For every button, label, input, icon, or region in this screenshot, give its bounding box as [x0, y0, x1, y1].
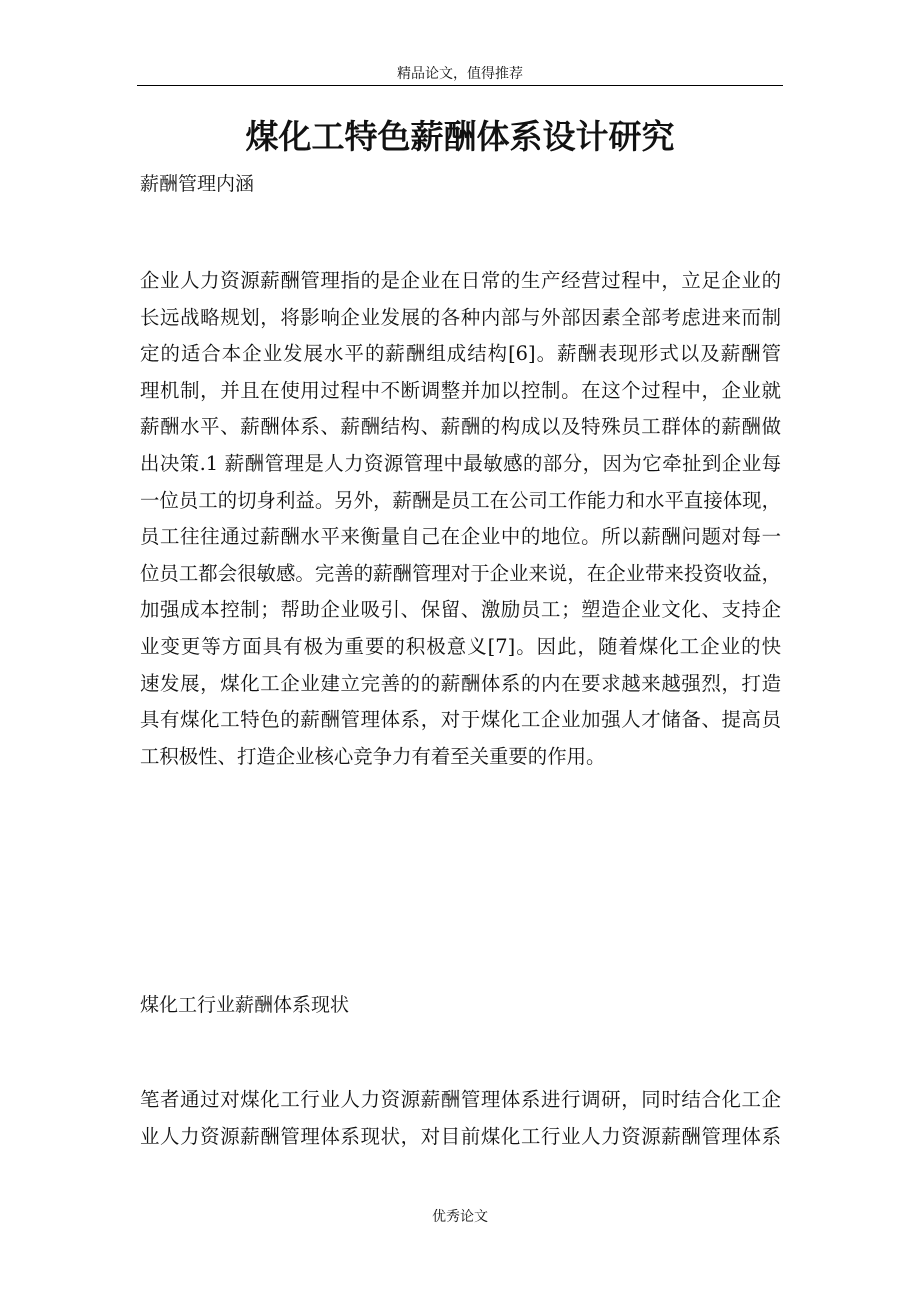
- header-divider: [137, 85, 783, 86]
- document-title: 煤化工特色薪酬体系设计研究: [245, 117, 675, 156]
- paragraph-line: 出决策.1 薪酬管理是人力资源管理中最敏感的部分，因为它牵扯到企业每: [140, 451, 781, 475]
- paragraph-line: 笔者通过对煤化工行业人力资源薪酬管理体系进行调研，同时结合化工企: [140, 1088, 781, 1111]
- paragraph-line: 业变更等方面具有极为重要的积极意义[7]。因此，随着煤化工企业的快: [140, 634, 781, 658]
- paragraph-line: 位员工都会很敏感。完善的薪酬管理对于企业来说，在企业带来投资收益，: [140, 561, 781, 585]
- section-heading-compensation-meaning: 薪酬管理内涵: [140, 173, 255, 195]
- section-paragraph-compensation-meaning: [140, 263, 781, 775]
- paragraph-line: 企业人力资源薪酬管理指的是企业在日常的生产经营过程中，立足企业的: [140, 269, 781, 292]
- paragraph-line: 业人力资源薪酬管理体系现状，对目前煤化工行业人力资源薪酬管理体系: [140, 1124, 781, 1148]
- paragraph-line: 加强成本控制；帮助企业吸引、保留、激励员工；塑造企业文化、支持企: [140, 598, 781, 622]
- paragraph-line: 理机制，并且在使用过程中不断调整并加以控制。在这个过程中，企业就: [140, 378, 781, 402]
- paragraph-line: 具有煤化工特色的薪酬管理体系，对于煤化工企业加强人才储备、提高员: [140, 708, 781, 732]
- paragraph-line: 速发展，煤化工企业建立完善的的薪酬体系的内在要求越来越强烈，打造: [140, 671, 781, 695]
- header-text: 精品论文，值得推荐: [397, 66, 523, 82]
- paragraph-line: 薪酬水平、薪酬体系、薪酬结构、薪酬的构成以及特殊员工群体的薪酬做: [140, 415, 781, 439]
- paragraph-line: 员工往往通过薪酬水平来衡量自己在企业中的地位。所以薪酬问题对每一: [140, 525, 781, 549]
- paragraph-line: 长远战略规划，将影响企业发展的各种内部与外部因素全部考虑进来而制: [140, 305, 781, 329]
- page-footer: 优秀论文: [432, 1209, 488, 1225]
- section-heading-industry-status: 煤化工行业薪酬体系现状: [140, 994, 350, 1016]
- paragraph-line: 工积极性、打造企业核心竞争力有着至关重要的作用。: [140, 744, 606, 768]
- paragraph-line: 定的适合本企业发展水平的薪酬组成结构[6]。薪酬表现形式以及薪酬管: [140, 342, 781, 366]
- paragraph-line: 一位员工的切身利益。另外，薪酬是员工在公司工作能力和水平直接体现，: [140, 488, 781, 512]
- section-paragraph-industry-status: [140, 1082, 781, 1155]
